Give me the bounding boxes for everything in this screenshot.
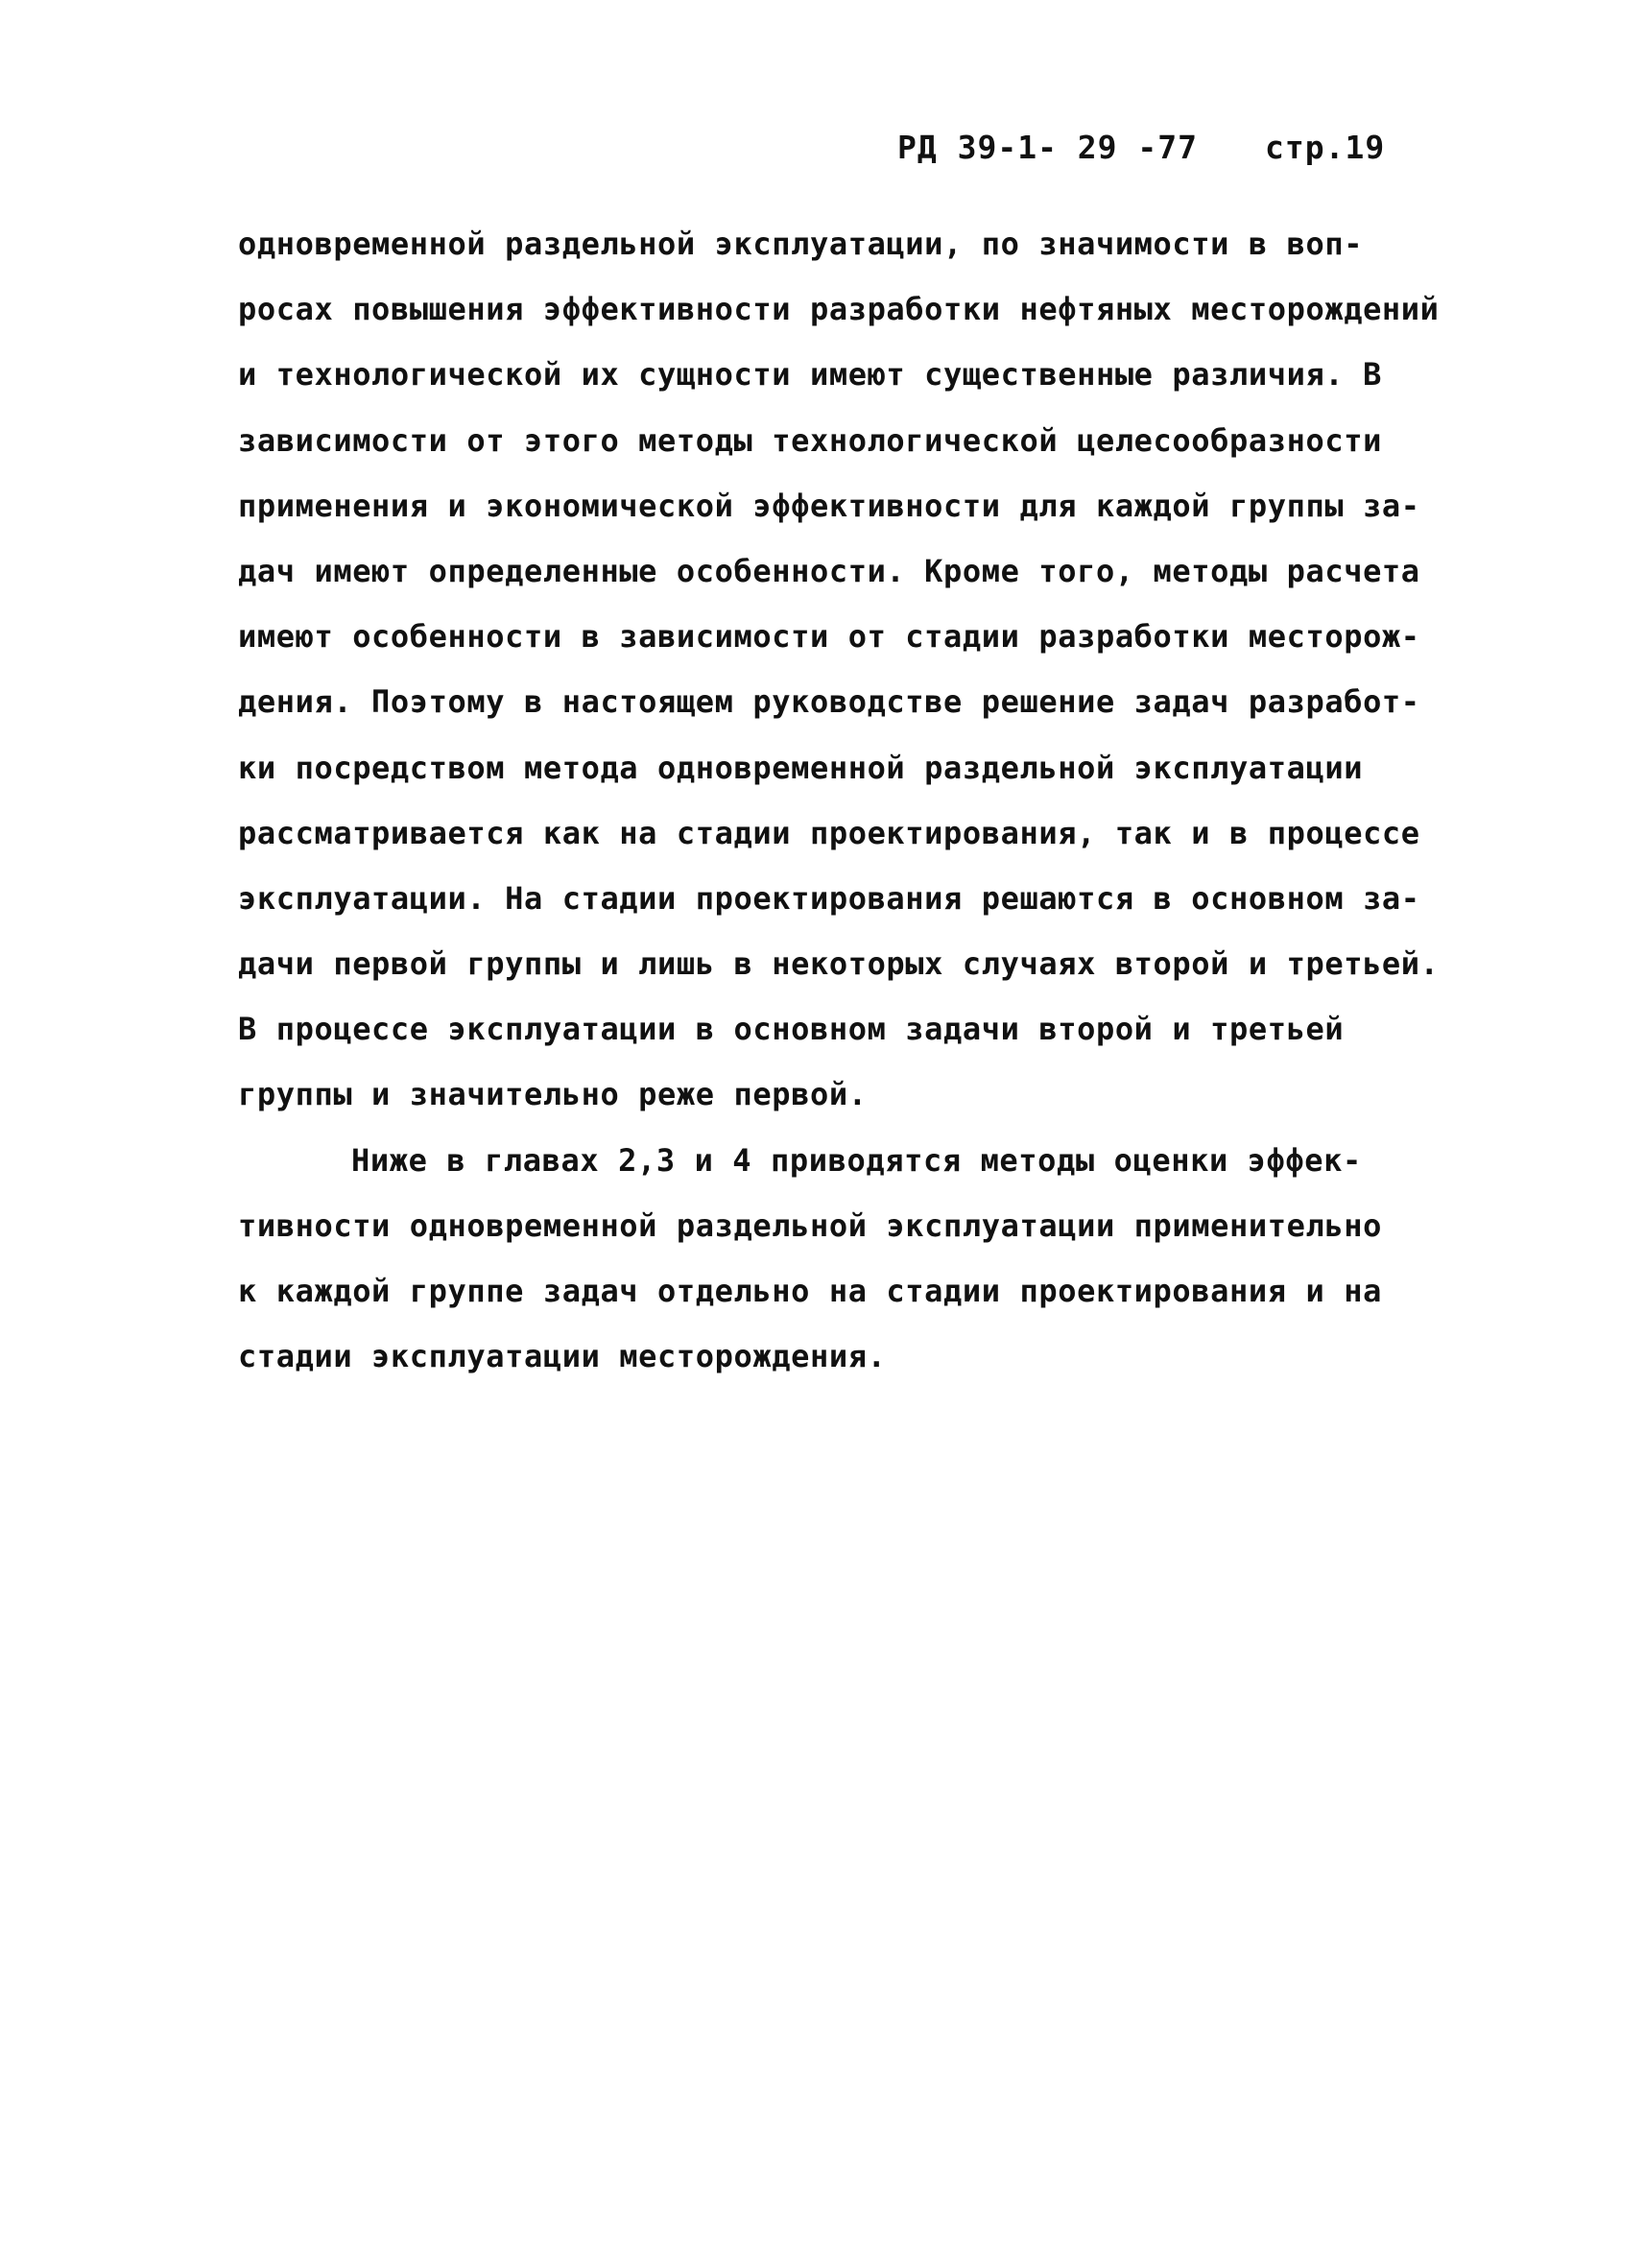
text-line: имеют особенности в зависимости от стадии разработки месторож- — [238, 618, 1420, 656]
text-line: одновременной раздельной эксплуатации, по значимости в воп- — [238, 226, 1364, 262]
body-text — [238, 211, 1505, 1389]
text-line: дач имеют определенные особенности. Кроме того, методы расчета — [238, 552, 1420, 589]
text-line: В процессе эксплуатации в основном задачи второй и третьей — [238, 1011, 1345, 1048]
text-line: применения и экономической эффективности для каждой группы за- — [238, 487, 1420, 524]
text-line: ки посредством метода одновременной раздельной эксплуатации — [238, 749, 1364, 786]
paragraph-first-line: Ниже в главах 2,3 и 4 приводятся методы оценки эффек- — [351, 1141, 1362, 1179]
page-number: стр.19 — [1265, 129, 1386, 166]
text-line: и технологической их сущности имеют существенные различия. В — [238, 356, 1382, 394]
text-line: к каждой группе задач отдельно на стадии проектирования и на — [238, 1273, 1382, 1309]
text-line: группы и значительно реже первой. — [238, 1076, 868, 1113]
text-line: тивности одновременной раздельной эксплуатации применительно — [238, 1206, 1382, 1244]
text-line: зависимости от этого методы технологической целесообразности — [238, 421, 1382, 459]
text-line: стадии эксплуатации месторождения. — [238, 1338, 887, 1375]
text-line: дения. Поэтому в настоящем руководстве решение задач разработ- — [238, 683, 1420, 721]
text-line: росах повышения эффективности разработки нефтяных месторождений — [238, 291, 1440, 328]
text-line: дачи первой группы и лишь в некоторых случаях второй и третьей. — [238, 945, 1440, 983]
document-code: РД 39-1- 29 -77 — [897, 129, 1199, 166]
page-header — [897, 129, 1385, 166]
text-line: эксплуатации. На стадии проектирования решаются в основном за- — [238, 879, 1420, 917]
text-line: рассматривается как на стадии проектирования, так и в процессе — [238, 814, 1420, 851]
